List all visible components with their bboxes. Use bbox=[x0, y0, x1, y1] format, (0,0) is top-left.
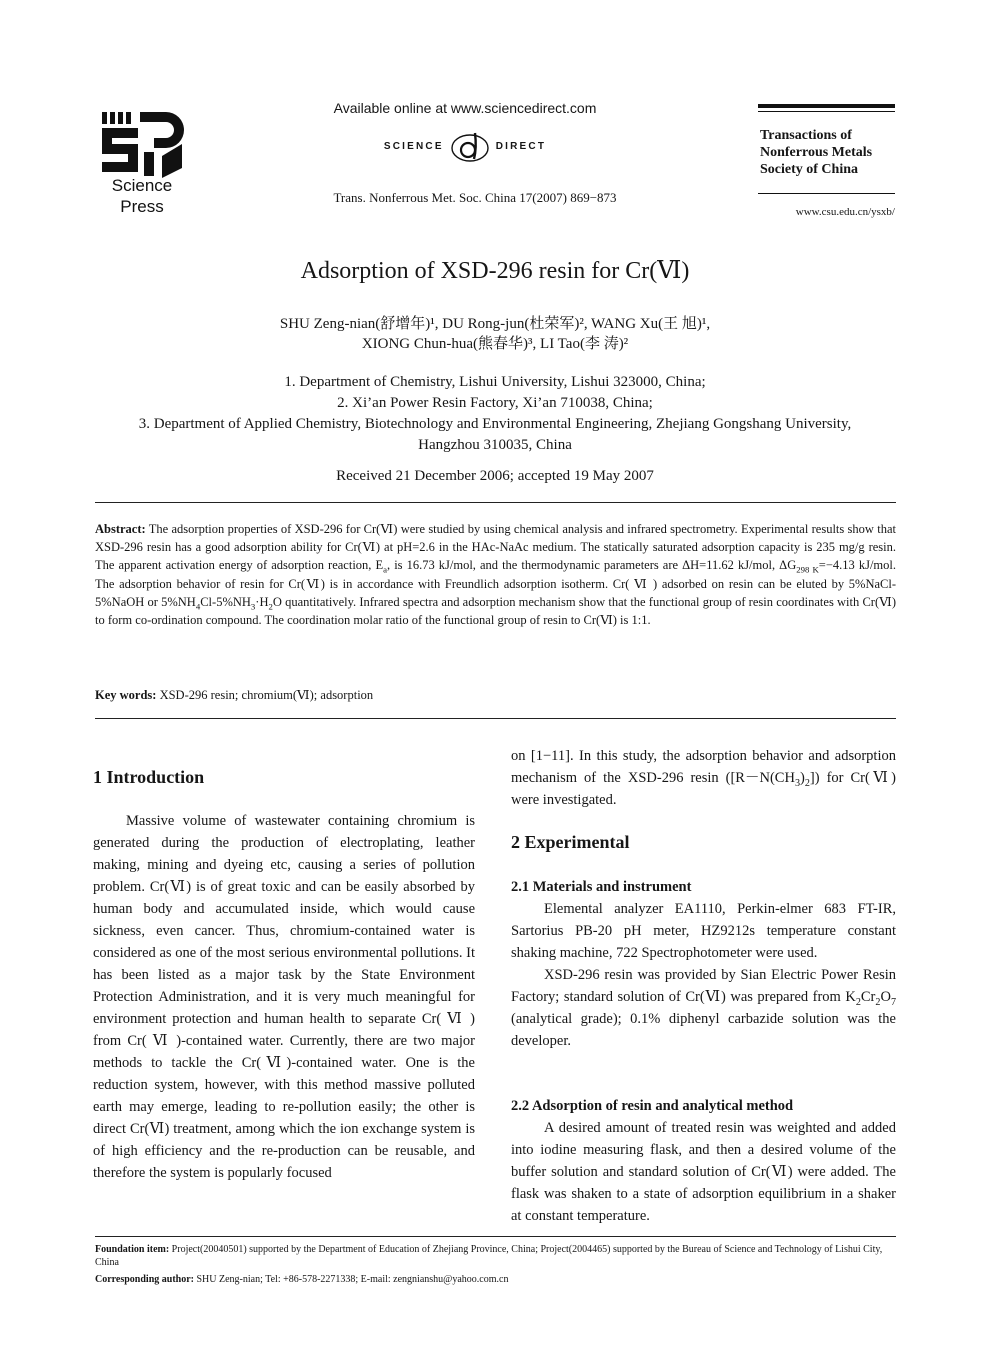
abstract-label: Abstract: bbox=[95, 522, 146, 536]
abstract-sub-g: 298 K bbox=[796, 564, 819, 575]
p2-text-c: O bbox=[880, 989, 891, 1005]
journal-name-line-1: Transactions of bbox=[760, 128, 852, 143]
introduction-heading: 1 Introduction bbox=[93, 767, 205, 787]
abstract-sub-3: 3 bbox=[250, 601, 256, 612]
received-dates: Received 21 December 2006; accepted 19 May 2007 bbox=[336, 468, 654, 484]
p2-sub-2: 2 bbox=[875, 996, 881, 1008]
subsection-2-2-paragraph-1: A desired amount of treated resin was weighted and added into iodine measuring flask, and then a desired volume of the buffer solution and standard solution of Cr(Ⅵ) were added. The flask was shaken to a state of adsorption equilibrium in a shaker at constant temperature. bbox=[511, 1120, 896, 1224]
available-online: Available online at www.sciencedirect.com bbox=[333, 100, 597, 116]
logo-text-line-2: Press bbox=[120, 197, 164, 216]
section-introduction bbox=[93, 766, 475, 1184]
intro-cont-sub-1: 3 bbox=[794, 777, 800, 789]
abstract-text-2: , is 16.73 kJ/mol, and the thermodynamic parameters are ΔH=11.62 kJ/mol, ΔG bbox=[387, 558, 797, 573]
abstract-text-5: ·H bbox=[255, 594, 269, 609]
intro-cont-text-2: ) bbox=[800, 770, 805, 786]
abstract-text-3: =−4.13 kJ/mol. The adsorption behavior of resin for Cr(Ⅵ) is in accordance with Freundlich adsorption isotherm. Cr( Ⅵ ) adsorbed on resin can be eluted by 5%NaCl-5%NaOH or 5%NH bbox=[95, 558, 896, 609]
subsection-2-2-heading: 2.2 Adsorption of resin and analytical method bbox=[511, 1098, 794, 1114]
author-line-2: XIONG Chun-hua(熊春华)³, LI Tao(李 涛)² bbox=[361, 336, 629, 352]
footnote-rule bbox=[95, 1236, 896, 1237]
keywords-label: Key words: bbox=[95, 688, 157, 702]
p2-text-b: Cr bbox=[860, 989, 876, 1005]
intro-cont-sub-2: 2 bbox=[804, 777, 810, 789]
corresponding-text: SHU Zeng-nian; Tel: +86-578-2271338; E-mail: zengnianshu@yahoo.com.cn bbox=[194, 1274, 509, 1285]
journal-name-line-3: Society of China bbox=[760, 162, 858, 177]
journal-name-line-2: Nonferrous Metals bbox=[760, 145, 873, 160]
abstract-bottom-rule bbox=[95, 718, 896, 719]
abstract-top-rule bbox=[95, 502, 896, 503]
affiliation-1: 1. Department of Chemistry, Lishui University, Lishui 323000, China; bbox=[284, 374, 706, 390]
abstract-text-4: Cl-5%NH bbox=[200, 594, 251, 609]
logo-text-line-1: Science bbox=[111, 176, 173, 195]
subsection-2-1-heading: 2.1 Materials and instrument bbox=[511, 879, 692, 895]
subsection-2-1-paragraph-2 bbox=[511, 964, 896, 1052]
subsection-2-1-paragraph-1: Elemental analyzer EA1110, Perkin-elmer 683 FT-IR, Sartorius PB-20 pH meter, HZ9212s temperature constant shaking machine, 722 Spectrophotometer were used. bbox=[511, 901, 896, 961]
sciencedirect-logo bbox=[300, 128, 630, 164]
corresponding-footnote bbox=[95, 1273, 896, 1286]
experimental-heading: 2 Experimental bbox=[511, 832, 630, 852]
abstract-sub-4: 4 bbox=[195, 601, 201, 612]
header-rule-lower bbox=[758, 193, 895, 194]
affiliations bbox=[80, 372, 910, 456]
keywords-text: XSD-296 resin; chromium(Ⅵ); adsorption bbox=[156, 688, 374, 702]
section-2-2 bbox=[511, 1095, 896, 1227]
p2-text-a: XSD-296 resin was provided by Sian Electric Power Resin Factory; standard solution of Cr(Ⅵ) was prepared from K bbox=[511, 967, 896, 1005]
abstract-sub-a: a bbox=[383, 564, 388, 575]
journal-citation: Trans. Nonferrous Met. Soc. China 17(2007) 869−873 bbox=[333, 190, 617, 205]
sciencedirect-left: SCIENCE bbox=[383, 140, 444, 152]
header-rule-thin bbox=[758, 111, 895, 112]
abstract-sub-2: 2 bbox=[268, 601, 273, 612]
intro-cont-text-1: on [1−11]. In this study, the adsorption behavior and adsorption mechanism of the XSD-296 resin ([R－N(CH bbox=[511, 748, 896, 786]
keywords bbox=[95, 687, 896, 703]
paper-title: Adsorption of XSD-296 resin for Cr(Ⅵ) bbox=[300, 258, 690, 284]
journal-name bbox=[760, 127, 910, 178]
author-list bbox=[80, 314, 910, 354]
foundation-label: Foundation item: bbox=[95, 1244, 170, 1255]
foundation-text: Project(20040501) supported by the Department of Education of Zhejiang Province, China; Project(2004465) supported by the Bureau of Science and Technology of Lishui City, China bbox=[95, 1244, 883, 1268]
logo-text bbox=[92, 175, 192, 217]
affiliation-3: 3. Department of Applied Chemistry, Biotechnology and Environmental Engineering, Zhejiang Gongshang University, bbox=[138, 416, 852, 432]
p2-sub-3: 7 bbox=[890, 996, 896, 1008]
p2-text-d: (analytical grade); 0.1% diphenyl carbazide solution was the developer. bbox=[511, 1011, 896, 1049]
introduction-continued bbox=[511, 745, 896, 811]
affiliation-2: 2. Xi’an Power Resin Factory, Xi’an 710038, China; bbox=[337, 395, 653, 411]
author-line-1: SHU Zeng-nian(舒增年)¹, DU Rong-jun(杜荣军)², WANG Xu(王 旭)¹, bbox=[279, 316, 711, 332]
header-rule-thick bbox=[758, 104, 895, 108]
abstract-text-6: O quantitatively. Infrared spectra and adsorption mechanism show that the functional group of resin coordinates with Cr(Ⅵ) to form co-ordination compound. The coordination molar ratio of the functional group of resin to Cr(Ⅵ) is 1:1. bbox=[95, 594, 897, 628]
affiliation-3-cont: Hangzhou 310035, China bbox=[418, 437, 572, 453]
intro-cont-text-3: ]) for Cr(Ⅵ) were investigated. bbox=[511, 770, 897, 808]
science-press-logo-icon bbox=[100, 108, 190, 180]
corresponding-label: Corresponding author: bbox=[95, 1274, 194, 1285]
abstract bbox=[95, 520, 896, 629]
abstract-text-1: The adsorption properties of XSD-296 for Cr(Ⅵ) were studied by using chemical analysis and infrared spectrometry. Experimental results show that XSD-296 resin has a good adsorption ability for Cr(Ⅵ) at pH=2.6 in the HAc-NaAc medium. The statically saturated adsorption capacity is 235 mg/g resin. The apparent activation energy of adsorption reaction, E bbox=[95, 522, 896, 573]
introduction-paragraph: Massive volume of wastewater containing chromium is generated during the production of electroplating, leather making, mining and dyeing etc, causing a series of pollution problem. Cr(Ⅵ) is of great toxic and can be easily absorbed by human body and accumulated inside, which would cause sickness, even cancer. Thus, chromium-contained water is considered as one of the most serious environmental pollutions. It has been listed as a major task by the State Environment Protection Administration, and it is very much meaningful for environment protection and human health to separate Cr( Ⅵ ) from Cr( Ⅵ )-contained water. Currently, there are two major methods to tackle the Cr(Ⅵ)-contained water. One is the reduction system, however, with this method massive polluted earth may emerge, leading to re-pollution easily; the other is direct Cr(Ⅵ) treatment, among which the ion exchange system is of high efficiency and the re-production can be reusable, and therefore the system is popularly focused bbox=[93, 813, 475, 1181]
sciencedirect-d-icon bbox=[450, 129, 490, 163]
foundation-footnote bbox=[95, 1243, 896, 1269]
section-2-1 bbox=[511, 876, 896, 1052]
sciencedirect-right: DIRECT bbox=[495, 140, 547, 152]
p2-sub-1: 2 bbox=[855, 996, 861, 1008]
journal-url: www.csu.edu.cn/ysxb/ bbox=[795, 206, 895, 218]
